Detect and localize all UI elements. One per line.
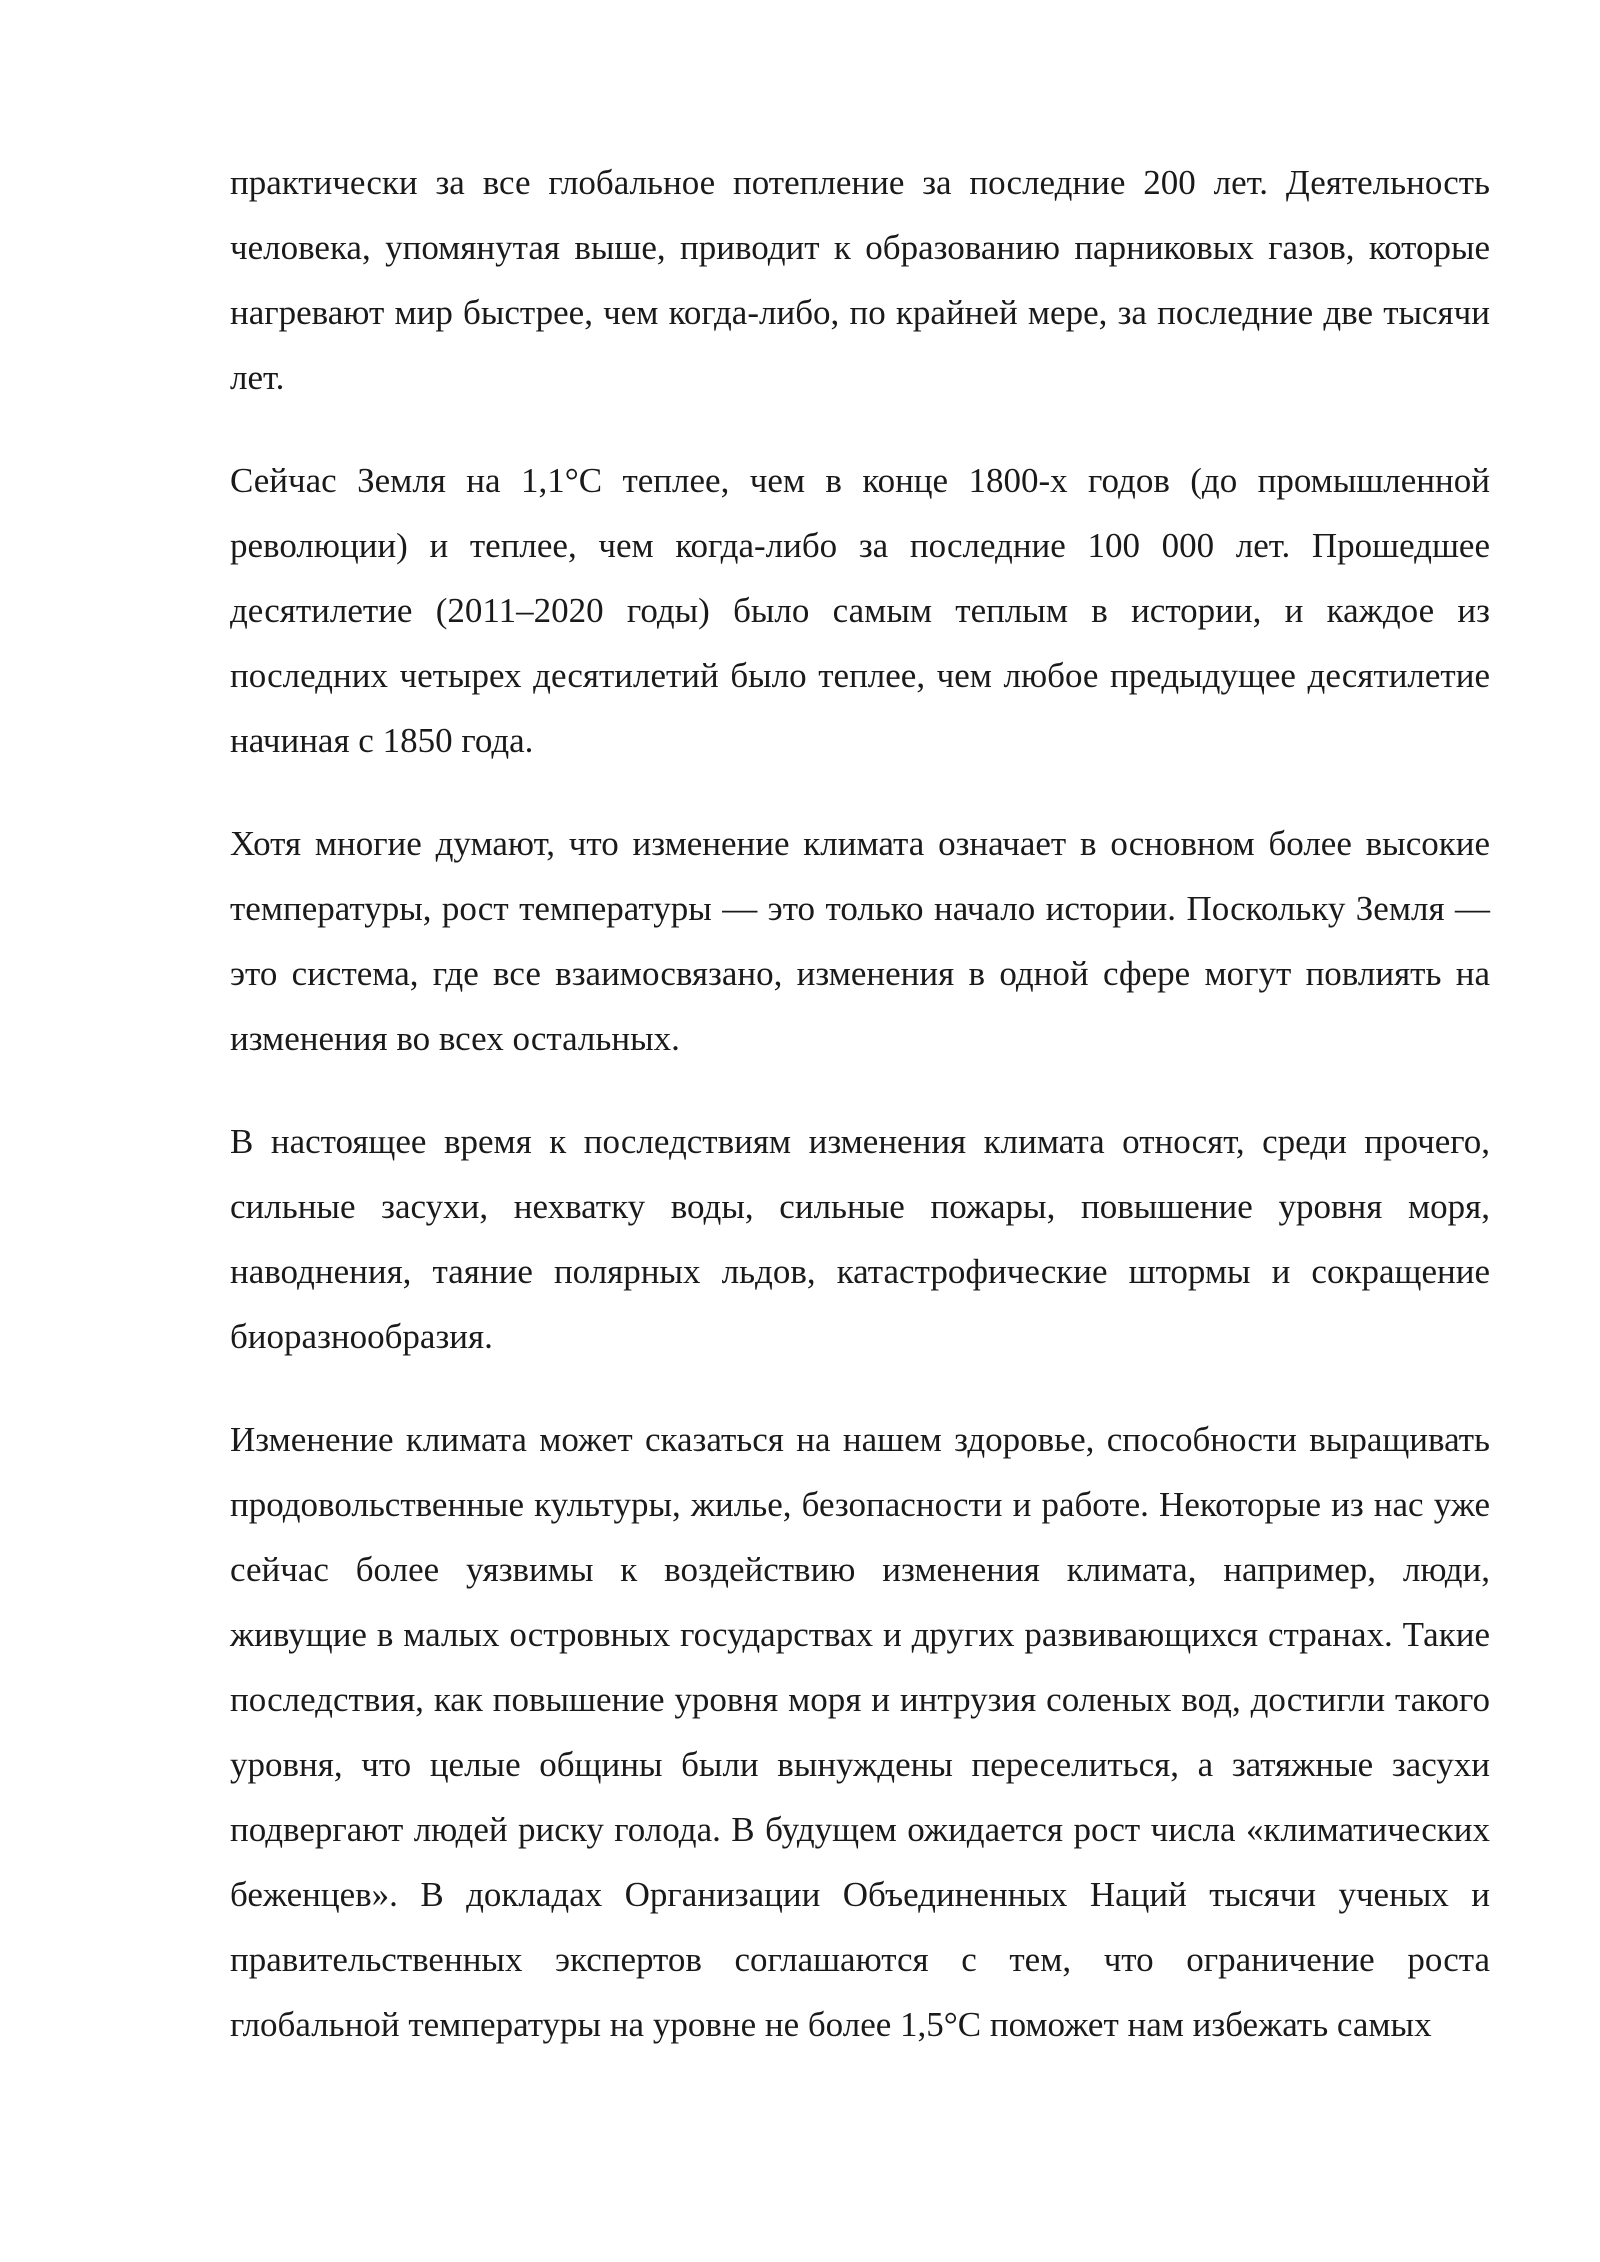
paragraph-5: Изменение климата может сказаться на нашем здоровье, способности выращивать продовольственные культуры, жилье, безопасности и работе. Некоторые из нас уже сейчас более уязвимы к воздействию изменения климата, например, люди, живущие в малых островных государствах и других развивающихся странах. Такие последствия, как повышение уровня моря и интрузия соленых вод, достигли такого уровня, что целые общины были вынуждены переселиться, а затяжные засухи подвергают людей риску голода. В будущем ожидается рост числа «климатических беженцев». В докладах Организации Объединенных Наций тысячи ученых и правительственных экспертов соглашаются с тем, что ограничение роста глобальной температуры на уровне не более 1,5°C поможет нам избежать самых xyxy=(230,1420,1490,2044)
paragraph-2: Сейчас Земля на 1,1°C теплее, чем в конце 1800-х годов (до промышленной революции) и теплее, чем когда-либо за последние 100 000 лет. Прошедшее десятилетие (2011–2020 годы) было самым теплым в истории, и каждое из последних четырех десятилетий было теплее, чем любое предыдущее десятилетие начиная с 1850 года. xyxy=(230,461,1490,760)
paragraph-4: В настоящее время к последствиям изменения климата относят, среди прочего, сильные засухи, нехватку воды, сильные пожары, повышение уровня моря, наводнения, таяние полярных льдов, катастрофические штормы и сокращение биоразнообразия. xyxy=(230,1122,1490,1356)
paragraph-3: Хотя многие думают, что изменение климата означает в основном более высокие температуры, рост температуры — это только начало истории. Поскольку Земля — это система, где все взаимосвязано, изменения в одной сфере могут повлиять на изменения во всех остальных. xyxy=(230,824,1490,1058)
document-page xyxy=(230,150,1490,2057)
paragraph-1: практически за все глобальное потепление за последние 200 лет. Деятельность человека, упомянутая выше, приводит к образованию парниковых газов, которые нагревают мир быстрее, чем когда-либо, по крайней мере, за последние две тысячи лет. xyxy=(230,163,1490,397)
